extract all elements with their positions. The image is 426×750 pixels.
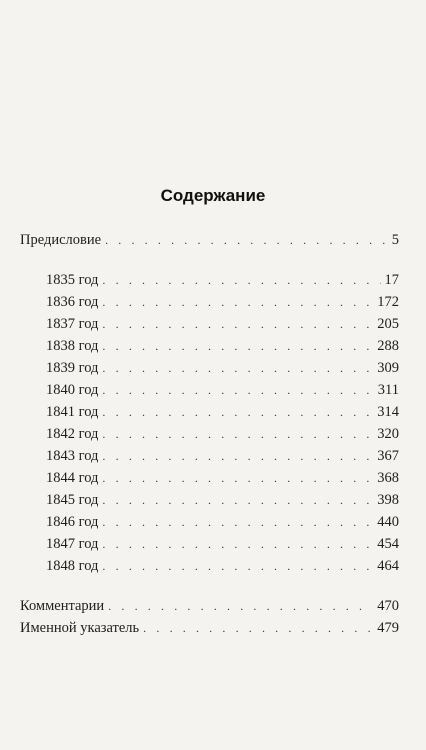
toc-entry-label: 1845 год — [46, 492, 99, 508]
toc-entry-page: 309 — [377, 360, 399, 376]
toc-entry-page: 398 — [377, 492, 399, 508]
toc-entry-label: Предисловие — [20, 232, 102, 248]
toc-entry-year — [46, 426, 399, 442]
toc-entry-page: 479 — [377, 620, 399, 636]
toc-entry-year — [46, 316, 399, 332]
toc-entry-label: 1844 год — [46, 470, 99, 486]
leader-dots — [102, 338, 373, 354]
toc-entry-label: Именной указатель — [20, 620, 140, 636]
leader-dots — [102, 382, 373, 398]
toc-entry-year — [46, 272, 399, 288]
toc-entry-label: 1847 год — [46, 536, 99, 552]
toc-entry-label: 1843 год — [46, 448, 99, 464]
toc-entry-page: 368 — [377, 470, 399, 486]
toc-entry-commentary — [20, 598, 399, 614]
toc-entry-year — [46, 294, 399, 310]
toc-entry-label: Комментарии — [20, 598, 105, 614]
toc-entry-label: 1841 год — [46, 404, 99, 420]
toc-entry-page: 288 — [377, 338, 399, 354]
toc-entry-label: 1839 год — [46, 360, 99, 376]
leader-dots — [102, 404, 373, 420]
toc-entry-name-index — [20, 620, 399, 636]
toc-entry-year — [46, 382, 399, 398]
toc-entry-year — [46, 448, 399, 464]
toc-entry-page: 470 — [377, 598, 399, 614]
leader-dots — [102, 558, 373, 574]
toc-entry-label: 1835 год — [46, 272, 99, 288]
leader-dots — [143, 620, 373, 636]
toc-entry-page: 367 — [377, 448, 399, 464]
leader-dots — [102, 360, 373, 376]
toc-entry-page: 205 — [377, 316, 399, 332]
toc-entry-page: 314 — [377, 404, 399, 420]
toc-entry-year — [46, 514, 399, 530]
toc-entry-label: 1848 год — [46, 558, 99, 574]
toc-entry-year — [46, 360, 399, 376]
toc-entry-label: 1838 год — [46, 338, 99, 354]
leader-dots — [102, 272, 380, 288]
toc-entry-page: 320 — [377, 426, 399, 442]
toc-entry-year — [46, 338, 399, 354]
toc-entry-preface — [20, 232, 399, 248]
toc-entry-page: 311 — [377, 382, 399, 398]
leader-dots — [108, 598, 373, 614]
leader-dots — [102, 470, 373, 486]
toc-entry-label: 1836 год — [46, 294, 99, 310]
leader-dots — [102, 316, 373, 332]
toc-entry-label: 1840 год — [46, 382, 99, 398]
toc-entry-page: 172 — [377, 294, 399, 310]
toc-entry-year — [46, 470, 399, 486]
leader-dots — [102, 492, 373, 508]
toc-entry-page: 5 — [391, 232, 399, 248]
toc-entry-label: 1842 год — [46, 426, 99, 442]
leader-dots — [105, 232, 388, 248]
toc-entry-year — [46, 404, 399, 420]
toc-entry-year — [46, 492, 399, 508]
leader-dots — [102, 514, 373, 530]
toc-entry-label: 1837 год — [46, 316, 99, 332]
toc-entry-page: 464 — [377, 558, 399, 574]
toc-entry-label: 1846 год — [46, 514, 99, 530]
toc-heading: Содержание — [160, 186, 266, 205]
toc-entry-year — [46, 536, 399, 552]
toc-entry-page: 454 — [377, 536, 399, 552]
toc-entry-page: 17 — [384, 272, 399, 288]
leader-dots — [102, 448, 373, 464]
toc-entry-year — [46, 558, 399, 574]
toc-entry-page: 440 — [377, 514, 399, 530]
leader-dots — [102, 294, 373, 310]
leader-dots — [102, 536, 373, 552]
leader-dots — [102, 426, 373, 442]
